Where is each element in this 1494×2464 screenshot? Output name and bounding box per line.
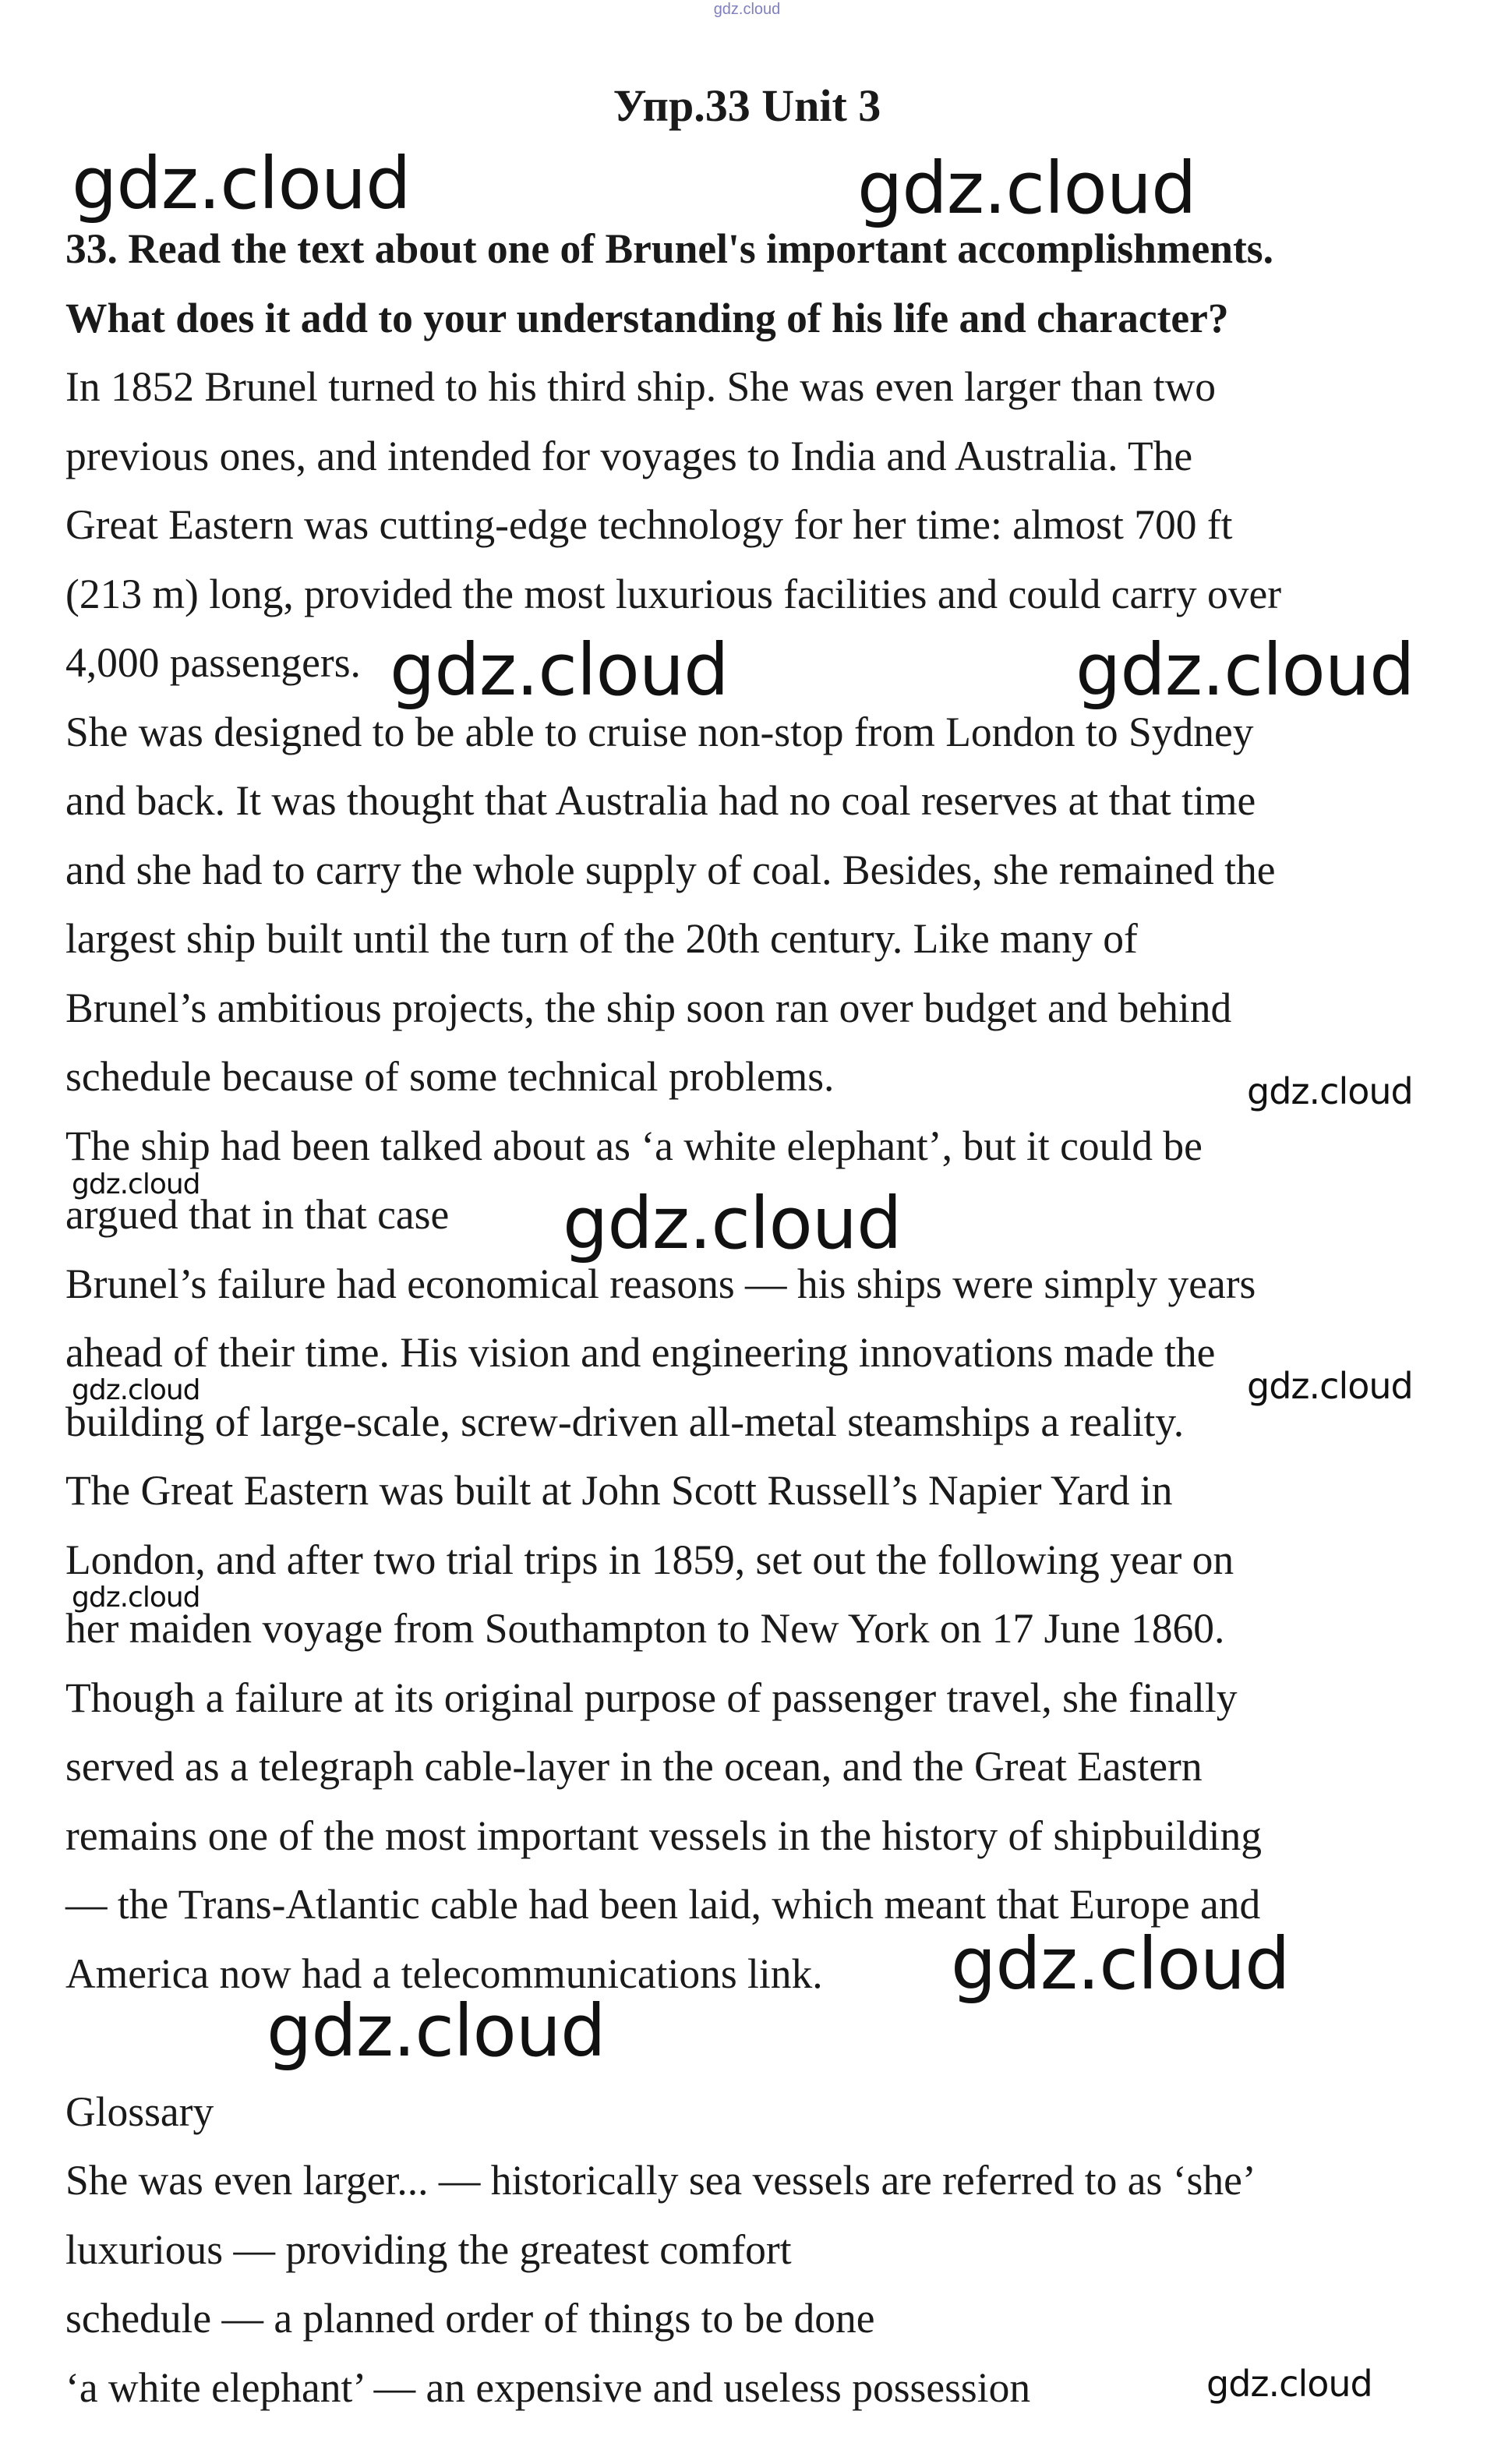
page-title: Упр.33 Unit 3 [613, 80, 881, 131]
text-line: and she had to carry the whole supply of coal. Besides, she remained the [65, 846, 1276, 893]
text-line: London, and after two trial trips in 1859, set out the following year on [65, 1536, 1234, 1583]
text-line: and back. It was thought that Australia had no coal reserves at that time [65, 777, 1256, 824]
question-line: 33. Read the text about one of Brunel's important accomplishments. [65, 225, 1273, 272]
text-line: argued that in that case [65, 1191, 450, 1238]
text-line: building of large-scale, screw-driven all-metal steamships a reality. [65, 1398, 1185, 1445]
watermark: gdz.cloud [563, 1182, 902, 1265]
watermark: gdz.cloud [72, 1168, 200, 1200]
text-line: previous ones, and intended for voyages to India and Australia. The [65, 432, 1193, 479]
text-line: — the Trans-Atlantic cable had been laid, which meant that Europe and [65, 1881, 1261, 1928]
text-line: Great Eastern was cutting-edge technology for her time: almost 700 ft [65, 501, 1233, 548]
watermark: gdz.cloud [1206, 2363, 1372, 2405]
glossary-line: schedule — a planned order of things to be done [65, 2295, 875, 2342]
watermark: gdz.cloud [72, 142, 411, 225]
text-line: The Great Eastern was built at John Scott Russell’s Napier Yard in [65, 1467, 1173, 1514]
watermark: gdz.cloud [951, 1922, 1290, 2006]
text-line: Brunel’s ambitious projects, the ship soon ran over budget and behind [65, 984, 1232, 1031]
text-line: (213 m) long, provided the most luxurious facilities and could carry over [65, 570, 1282, 617]
exercise-body [65, 214, 1437, 2422]
watermark: gdz.cloud [267, 1989, 606, 2073]
watermark: gdz.cloud [1247, 1070, 1413, 1112]
text-line: served as a telegraph cable-layer in the ocean, and the Great Eastern [65, 1743, 1203, 1790]
glossary-heading: Glossary [65, 2088, 214, 2135]
glossary-line: ‘a white elephant’ — an expensive and useless possession [65, 2363, 1031, 2411]
glossary-line: luxurious — providing the greatest comfort [65, 2225, 792, 2273]
watermark: gdz.cloud [1075, 628, 1415, 712]
header-watermark: gdz.cloud [713, 1, 781, 18]
text-line: schedule because of some technical problems. [65, 1053, 835, 1100]
text-line: ahead of their time. His vision and engineering innovations made the [65, 1329, 1216, 1376]
question-line: What does it add to your understanding of his life and character? [65, 294, 1229, 341]
text-line: America now had a telecommunications link. [65, 1950, 823, 1997]
glossary-line: She was even larger... — historically sea vessels are referred to as ‘she’ [65, 2157, 1256, 2204]
text-line: her maiden voyage from Southampton to New York on 17 June 1860. [65, 1605, 1225, 1652]
watermark: gdz.cloud [857, 147, 1196, 230]
text-line: In 1852 Brunel turned to his third ship. She was even larger than two [65, 363, 1216, 410]
watermark: gdz.cloud [72, 1374, 200, 1406]
text-line: She was designed to be able to cruise non-stop from London to Sydney [65, 708, 1254, 755]
watermark: gdz.cloud [390, 628, 729, 712]
watermark: gdz.cloud [1247, 1365, 1413, 1407]
watermark: gdz.cloud [72, 1582, 200, 1614]
text-line: Though a failure at its original purpose of passenger travel, she finally [65, 1674, 1238, 1721]
text-line: 4,000 passengers. [65, 639, 361, 686]
text-line: largest ship built until the turn of the 20th century. Like many of [65, 915, 1138, 962]
text-line: The ship had been talked about as ‘a white elephant’, but it could be [65, 1122, 1203, 1169]
text-line: Brunel’s failure had economical reasons — his ships were simply years [65, 1260, 1256, 1307]
text-line: remains one of the most important vessels in the history of shipbuilding [65, 1812, 1262, 1859]
